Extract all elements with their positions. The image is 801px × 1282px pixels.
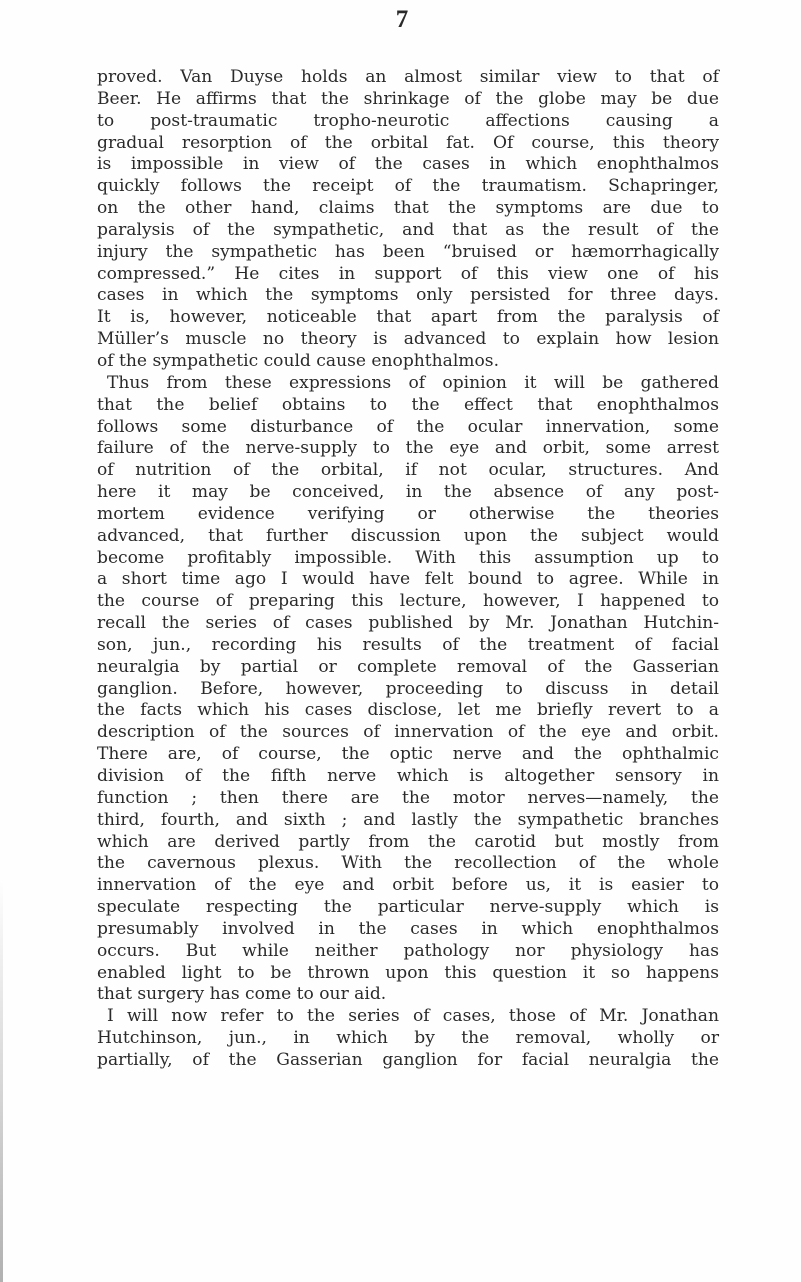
page-edge-shadow (0, 880, 3, 1282)
text-line: the facts which his cases disclose, let me briefly revert to a (97, 700, 719, 721)
text-line: I will now refer to the series of cases, those of Mr. Jonathan (107, 1006, 719, 1027)
text-line: the course of preparing this lecture, however, I happened to (97, 591, 719, 612)
text-line: presumably involved in the cases in which enophthalmos (97, 918, 719, 939)
text-line: innervation of the eye and orbit before us, it is easier to (97, 875, 719, 896)
text-line: description of the sources of innervation of the eye and orbit. (97, 722, 719, 743)
text-line: Thus from these expressions of opinion it will be gathered (107, 372, 719, 393)
text-line: that surgery has come to our aid. (97, 984, 387, 1005)
page-number: 7 (395, 6, 409, 33)
text-line: gradual resorption of the orbital fat. Of course, this theory (97, 132, 719, 153)
text-line: of nutrition of the orbital, if not ocular, structures. And (97, 460, 719, 481)
text-line: Beer. He affirms that the shrinkage of the globe may be due (97, 88, 719, 109)
text-line: of the sympathetic could cause enophthalmos. (97, 350, 500, 371)
text-line: ganglion. Before, however, proceeding to discuss in detail (97, 678, 719, 699)
text-line: neuralgia by partial or complete removal of the Gasserian (97, 656, 719, 677)
text-line: enabled light to be thrown upon this question it so happens (97, 962, 719, 983)
text-line: partially, of the Gasserian ganglion for facial neuralgia the (97, 1049, 719, 1070)
text-line: failure of the nerve-supply to the eye and orbit, some arrest (97, 438, 719, 459)
text-line: division of the fifth nerve which is altogether sensory in (97, 766, 719, 786)
text-line: mortem evidence verifying or otherwise the theories (97, 503, 719, 524)
text-line: There are, of course, the optic nerve and the ophthalmic (97, 744, 719, 765)
text-line: compressed.” He cites in support of this view one of his (97, 263, 719, 284)
text-line: proved. Van Duyse holds an almost similar view to that of (97, 67, 719, 87)
text-line: It is, however, noticeable that apart from the paralysis of (97, 307, 719, 328)
text-line: quickly follows the receipt of the traumatism. Schapringer, (97, 176, 719, 197)
text-line: is impossible in view of the cases in which enophthalmos (97, 154, 719, 175)
text-line: function ; then there are the motor nerves—namely, the (97, 787, 719, 808)
text-line: here it may be conceived, in the absence of any post- (97, 482, 719, 503)
text-line: advanced, that further discussion upon the subject would (97, 525, 719, 546)
text-line: on the other hand, claims that the symptoms are due to (97, 198, 719, 219)
text-line: follows some disturbance of the ocular innervation, some (97, 416, 719, 437)
text-line: paralysis of the sympathetic, and that as the result of the (97, 219, 719, 240)
text-line: a short time ago I would have felt bound to agree. While in (97, 569, 719, 590)
text-line: that the belief obtains to the effect that enophthalmos (97, 394, 719, 415)
text-line: to post-traumatic tropho-neurotic affections causing a (97, 110, 719, 131)
text-line: occurs. But while neither pathology nor physiology has (97, 940, 719, 961)
text-line: third, fourth, and sixth ; and lastly the sympathetic branches (97, 809, 719, 830)
text-line: speculate respecting the particular nerve-supply which is (97, 897, 719, 918)
text-line: recall the series of cases published by Mr. Jonathan Hutchin- (97, 613, 719, 634)
text-line: son, jun., recording his results of the treatment of facial (97, 634, 719, 655)
text-line: become profitably impossible. With this assumption up to (97, 547, 719, 568)
text-line: Müller’s muscle no theory is advanced to explain how lesion (97, 329, 719, 350)
text-line: cases in which the symptoms only persisted for three days. (97, 285, 719, 306)
text-line: Hutchinson, jun., in which by the removal, wholly or (97, 1028, 719, 1049)
body-text (97, 67, 719, 1072)
text-line: which are derived partly from the carotid but mostly from (97, 831, 719, 852)
text-line: the cavernous plexus. With the recollection of the whole (97, 853, 719, 874)
text-line: injury the sympathetic has been “bruised or hæmorrhagically (97, 241, 719, 262)
